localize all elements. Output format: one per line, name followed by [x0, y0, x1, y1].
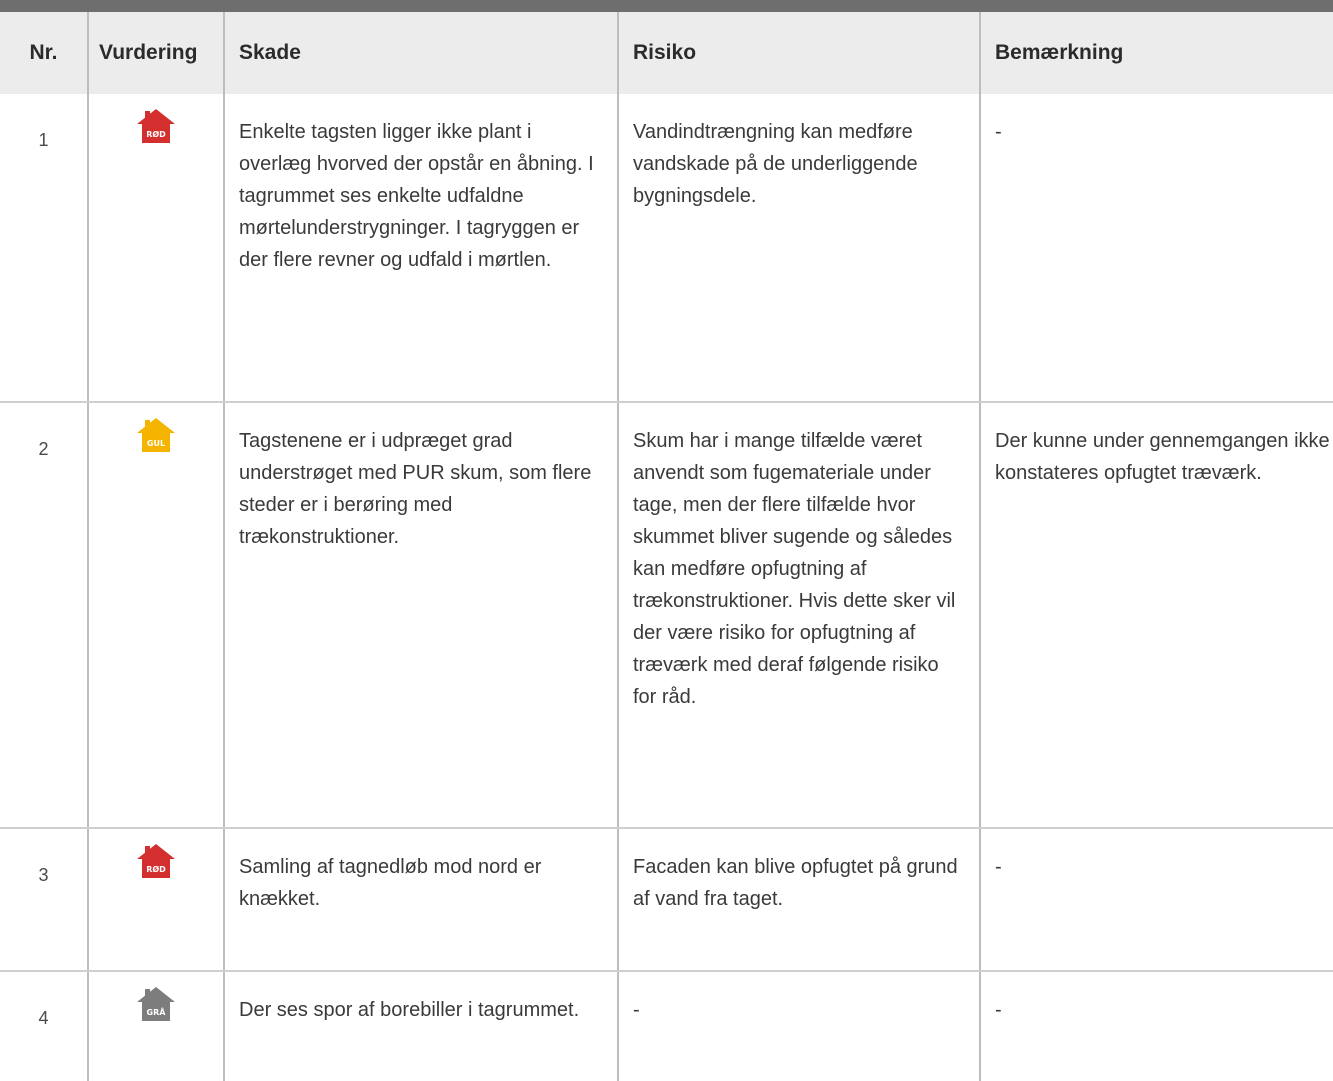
rating-cell — [88, 828, 224, 971]
table-row — [0, 971, 1333, 1081]
rating-cell — [88, 94, 224, 402]
remark-text: - — [980, 971, 1333, 1081]
rating-label: GUL — [146, 439, 166, 448]
rating-label: GRÅ — [146, 1008, 166, 1017]
top-bar — [0, 0, 1333, 12]
header-bemaerkning: Bemærkning — [980, 12, 1333, 94]
row-number: 4 — [38, 1008, 49, 1028]
risk-text: Facaden kan blive opfugtet på grund af vand fra taget. — [618, 828, 980, 971]
header-nr: Nr. — [29, 41, 58, 64]
risk-text: - — [618, 971, 980, 1081]
row-number: 2 — [0, 402, 88, 828]
damage-text: Tagstenene er i udpræget grad understrøget med PUR skum, som flere steder er i berøring med trækonstruktioner. — [224, 402, 618, 828]
table-row — [0, 828, 1333, 971]
row-number: 1 — [0, 94, 88, 402]
rating-cell — [88, 971, 224, 1081]
header-vurdering: Vurdering — [88, 12, 224, 94]
damage-text: Enkelte tagsten ligger ikke plant i overlæg hvorved der opstår en åbning. I tagrummet ses enkelte udfaldne mørtelunderstrygninger. I tagryggen er der flere revner og udfald i mørtlen. — [224, 94, 618, 402]
house-icon — [136, 417, 176, 453]
rating-label: RØD — [146, 130, 166, 139]
remark-text: - — [980, 828, 1333, 971]
rating-label: RØD — [146, 865, 166, 874]
house-icon — [136, 986, 176, 1022]
header-skade: Skade — [224, 12, 618, 94]
table-row — [0, 94, 1333, 402]
rating-cell — [88, 402, 224, 828]
row-number: 3 — [0, 828, 88, 971]
damage-text: Samling af tagnedløb mod nord er knækket. — [224, 828, 618, 971]
risk-text: Vandindtrængning kan medføre vandskade på de underliggende bygningsdele. — [618, 94, 980, 402]
damage-table — [0, 12, 1333, 1081]
remark-text: Der kunne under gennemgangen ikke konstateres opfugtet træværk. — [980, 402, 1333, 828]
header-risiko: Risiko — [618, 12, 980, 94]
house-icon — [136, 108, 176, 144]
damage-text: Der ses spor af borebiller i tagrummet. — [224, 971, 618, 1081]
table-row — [0, 402, 1333, 828]
risk-text: Skum har i mange tilfælde været anvendt som fugemateriale under tage, men der flere tilfælde hvor skummet bliver sugende og således kan medføre opfugtning af trækonstruktioner. Hvis dette sker vil der være risiko for opfugtning af træværk med deraf følgende risiko for råd. — [618, 402, 980, 828]
remark-text: - — [980, 94, 1333, 402]
house-icon — [136, 843, 176, 879]
table-header-row — [0, 12, 1333, 94]
